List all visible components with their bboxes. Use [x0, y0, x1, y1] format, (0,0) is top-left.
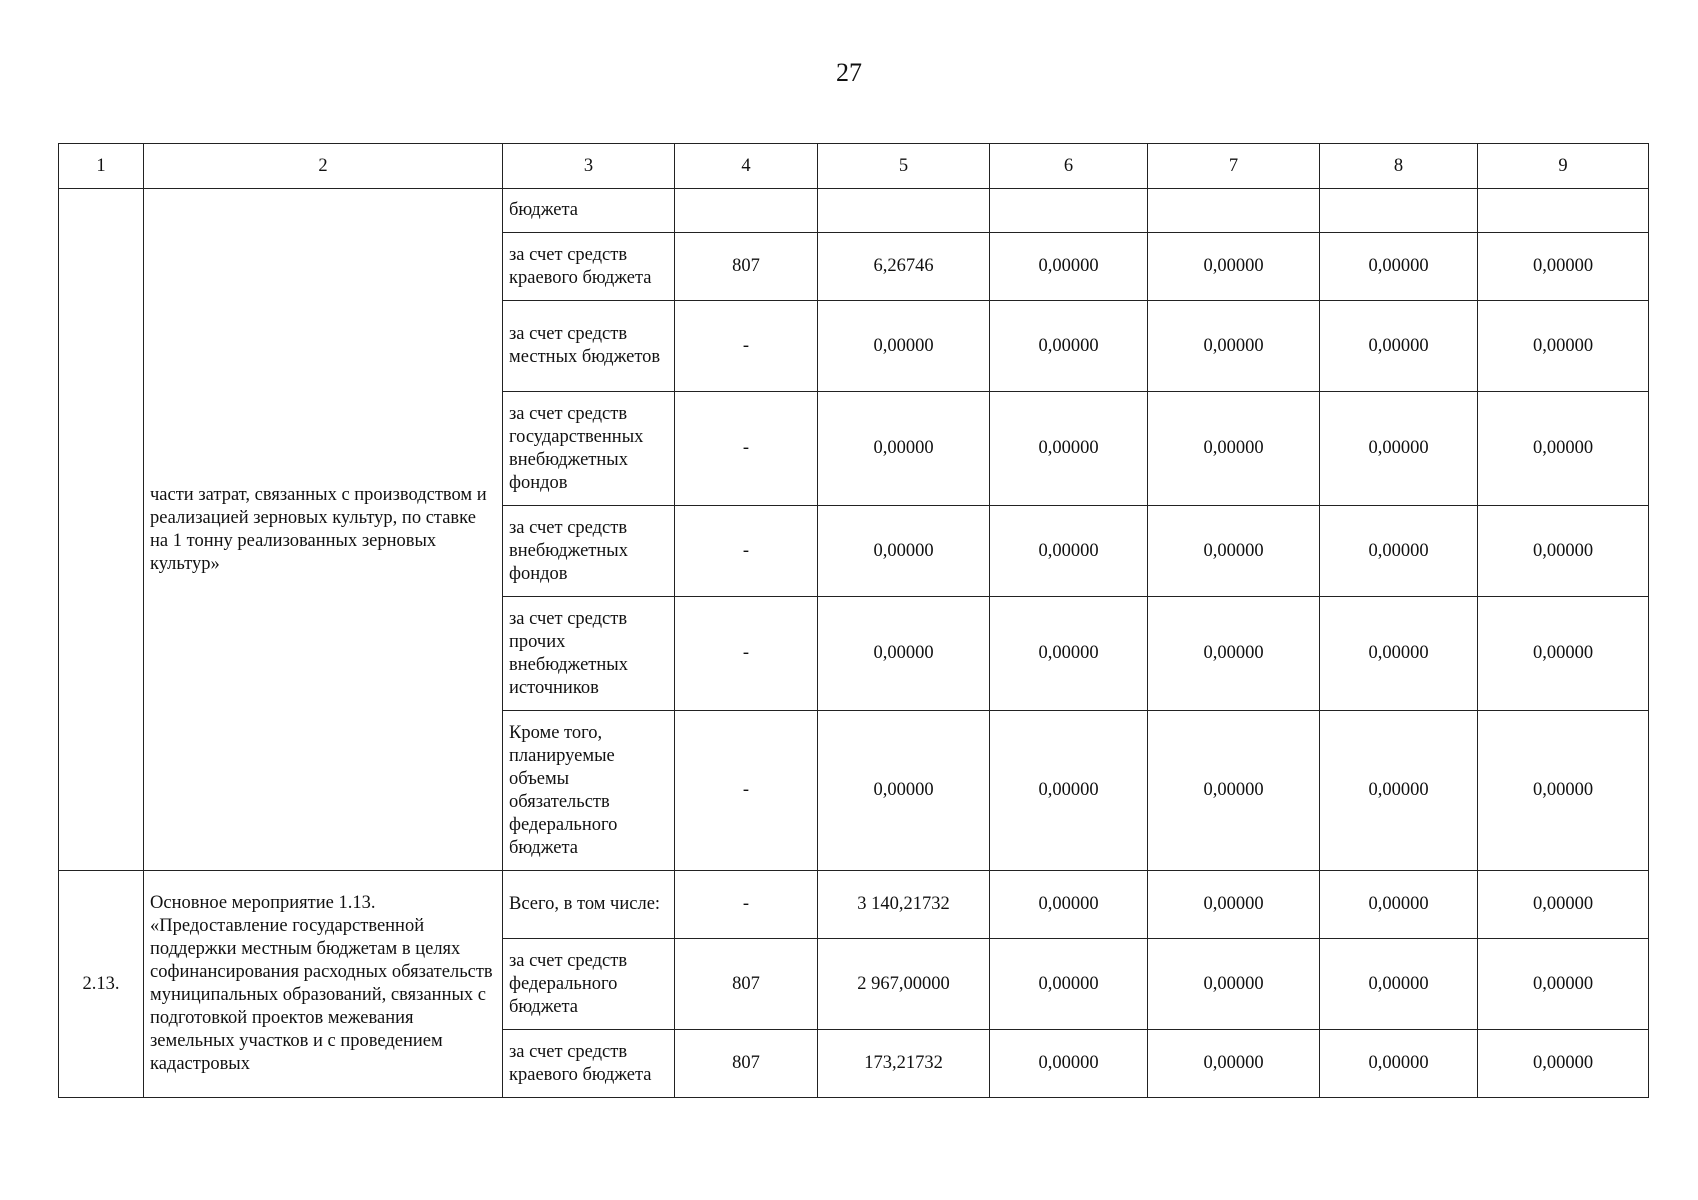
value-col-5: 0,00000 — [818, 597, 990, 711]
value-col-6: 0,00000 — [990, 711, 1148, 871]
funding-source: за счет средств внебюджетных фондов — [503, 506, 675, 597]
budget-code: - — [675, 392, 818, 506]
budget-code — [675, 189, 818, 233]
table-row — [59, 189, 1649, 233]
value-col-6: 0,00000 — [990, 506, 1148, 597]
funding-source: за счет средств краевого бюджета — [503, 1030, 675, 1098]
value-col-5: 2 967,00000 — [818, 939, 990, 1030]
column-header-3: 3 — [503, 144, 675, 189]
header-row — [59, 144, 1649, 189]
budget-code: - — [675, 301, 818, 392]
value-col-5: 0,00000 — [818, 711, 990, 871]
value-col-6: 0,00000 — [990, 392, 1148, 506]
column-header-2: 2 — [144, 144, 503, 189]
value-col-9: 0,00000 — [1478, 506, 1649, 597]
value-col-7 — [1148, 189, 1320, 233]
value-col-6: 0,00000 — [990, 301, 1148, 392]
measure-description: части затрат, связанных с производством и реализацией зерновых культур, по ставке на 1 тонну реализованных зерновых культур» — [144, 189, 503, 871]
value-col-6: 0,00000 — [990, 233, 1148, 301]
value-col-5: 0,00000 — [818, 392, 990, 506]
funding-source: за счет средств краевого бюджета — [503, 233, 675, 301]
value-col-5: 3 140,21732 — [818, 871, 990, 939]
budget-code: - — [675, 597, 818, 711]
value-col-6: 0,00000 — [990, 1030, 1148, 1098]
value-col-9: 0,00000 — [1478, 1030, 1649, 1098]
value-col-8: 0,00000 — [1320, 392, 1478, 506]
column-header-1: 1 — [59, 144, 144, 189]
budget-code: - — [675, 711, 818, 871]
value-col-7: 0,00000 — [1148, 711, 1320, 871]
value-col-7: 0,00000 — [1148, 1030, 1320, 1098]
value-col-7: 0,00000 — [1148, 939, 1320, 1030]
value-col-9 — [1478, 189, 1649, 233]
funding-source: за счет средств федерального бюджета — [503, 939, 675, 1030]
budget-code: 807 — [675, 939, 818, 1030]
value-col-9: 0,00000 — [1478, 871, 1649, 939]
value-col-7: 0,00000 — [1148, 871, 1320, 939]
value-col-5: 6,26746 — [818, 233, 990, 301]
value-col-6 — [990, 189, 1148, 233]
value-col-9: 0,00000 — [1478, 301, 1649, 392]
value-col-7: 0,00000 — [1148, 301, 1320, 392]
value-col-7: 0,00000 — [1148, 233, 1320, 301]
value-col-8: 0,00000 — [1320, 1030, 1478, 1098]
measure-description: Основное мероприятие 1.13. «Предоставление государственной поддержки местным бюджетам в целях софинансирования расходных обязательств муниципальных образований, связанных с подготовкой проектов межевания земельных участков и с проведением кадастровых — [144, 871, 503, 1098]
value-col-9: 0,00000 — [1478, 597, 1649, 711]
value-col-6: 0,00000 — [990, 939, 1148, 1030]
value-col-5: 0,00000 — [818, 301, 990, 392]
budget-code: 807 — [675, 1030, 818, 1098]
funding-source: за счет средств государственных внебюджетных фондов — [503, 392, 675, 506]
value-col-8: 0,00000 — [1320, 939, 1478, 1030]
budget-code: 807 — [675, 233, 818, 301]
column-header-6: 6 — [990, 144, 1148, 189]
value-col-7: 0,00000 — [1148, 506, 1320, 597]
value-col-6: 0,00000 — [990, 871, 1148, 939]
value-col-8: 0,00000 — [1320, 871, 1478, 939]
column-header-5: 5 — [818, 144, 990, 189]
table-row — [59, 871, 1649, 939]
value-col-8: 0,00000 — [1320, 597, 1478, 711]
column-header-7: 7 — [1148, 144, 1320, 189]
column-header-8: 8 — [1320, 144, 1478, 189]
value-col-9: 0,00000 — [1478, 392, 1649, 506]
value-col-8: 0,00000 — [1320, 711, 1478, 871]
value-col-8: 0,00000 — [1320, 506, 1478, 597]
page-number: 27 — [836, 58, 862, 87]
value-col-6: 0,00000 — [990, 597, 1148, 711]
value-col-5: 0,00000 — [818, 506, 990, 597]
value-col-7: 0,00000 — [1148, 392, 1320, 506]
value-col-8: 0,00000 — [1320, 301, 1478, 392]
column-header-9: 9 — [1478, 144, 1649, 189]
budget-code: - — [675, 506, 818, 597]
value-col-9: 0,00000 — [1478, 233, 1649, 301]
budget-table — [58, 143, 1649, 1098]
value-col-5: 173,21732 — [818, 1030, 990, 1098]
funding-source: за счет средств местных бюджетов — [503, 301, 675, 392]
row-index-cell — [59, 189, 144, 871]
row-index-cell: 2.13. — [59, 871, 144, 1098]
value-col-8 — [1320, 189, 1478, 233]
funding-source: Всего, в том числе: — [503, 871, 675, 939]
funding-source: бюджета — [503, 189, 675, 233]
value-col-9: 0,00000 — [1478, 939, 1649, 1030]
budget-code: - — [675, 871, 818, 939]
value-col-7: 0,00000 — [1148, 597, 1320, 711]
value-col-8: 0,00000 — [1320, 233, 1478, 301]
column-header-4: 4 — [675, 144, 818, 189]
funding-source: за счет средств прочих внебюджетных источников — [503, 597, 675, 711]
value-col-5 — [818, 189, 990, 233]
funding-source: Кроме того, планируемые объемы обязательств федерального бюджета — [503, 711, 675, 871]
value-col-9: 0,00000 — [1478, 711, 1649, 871]
